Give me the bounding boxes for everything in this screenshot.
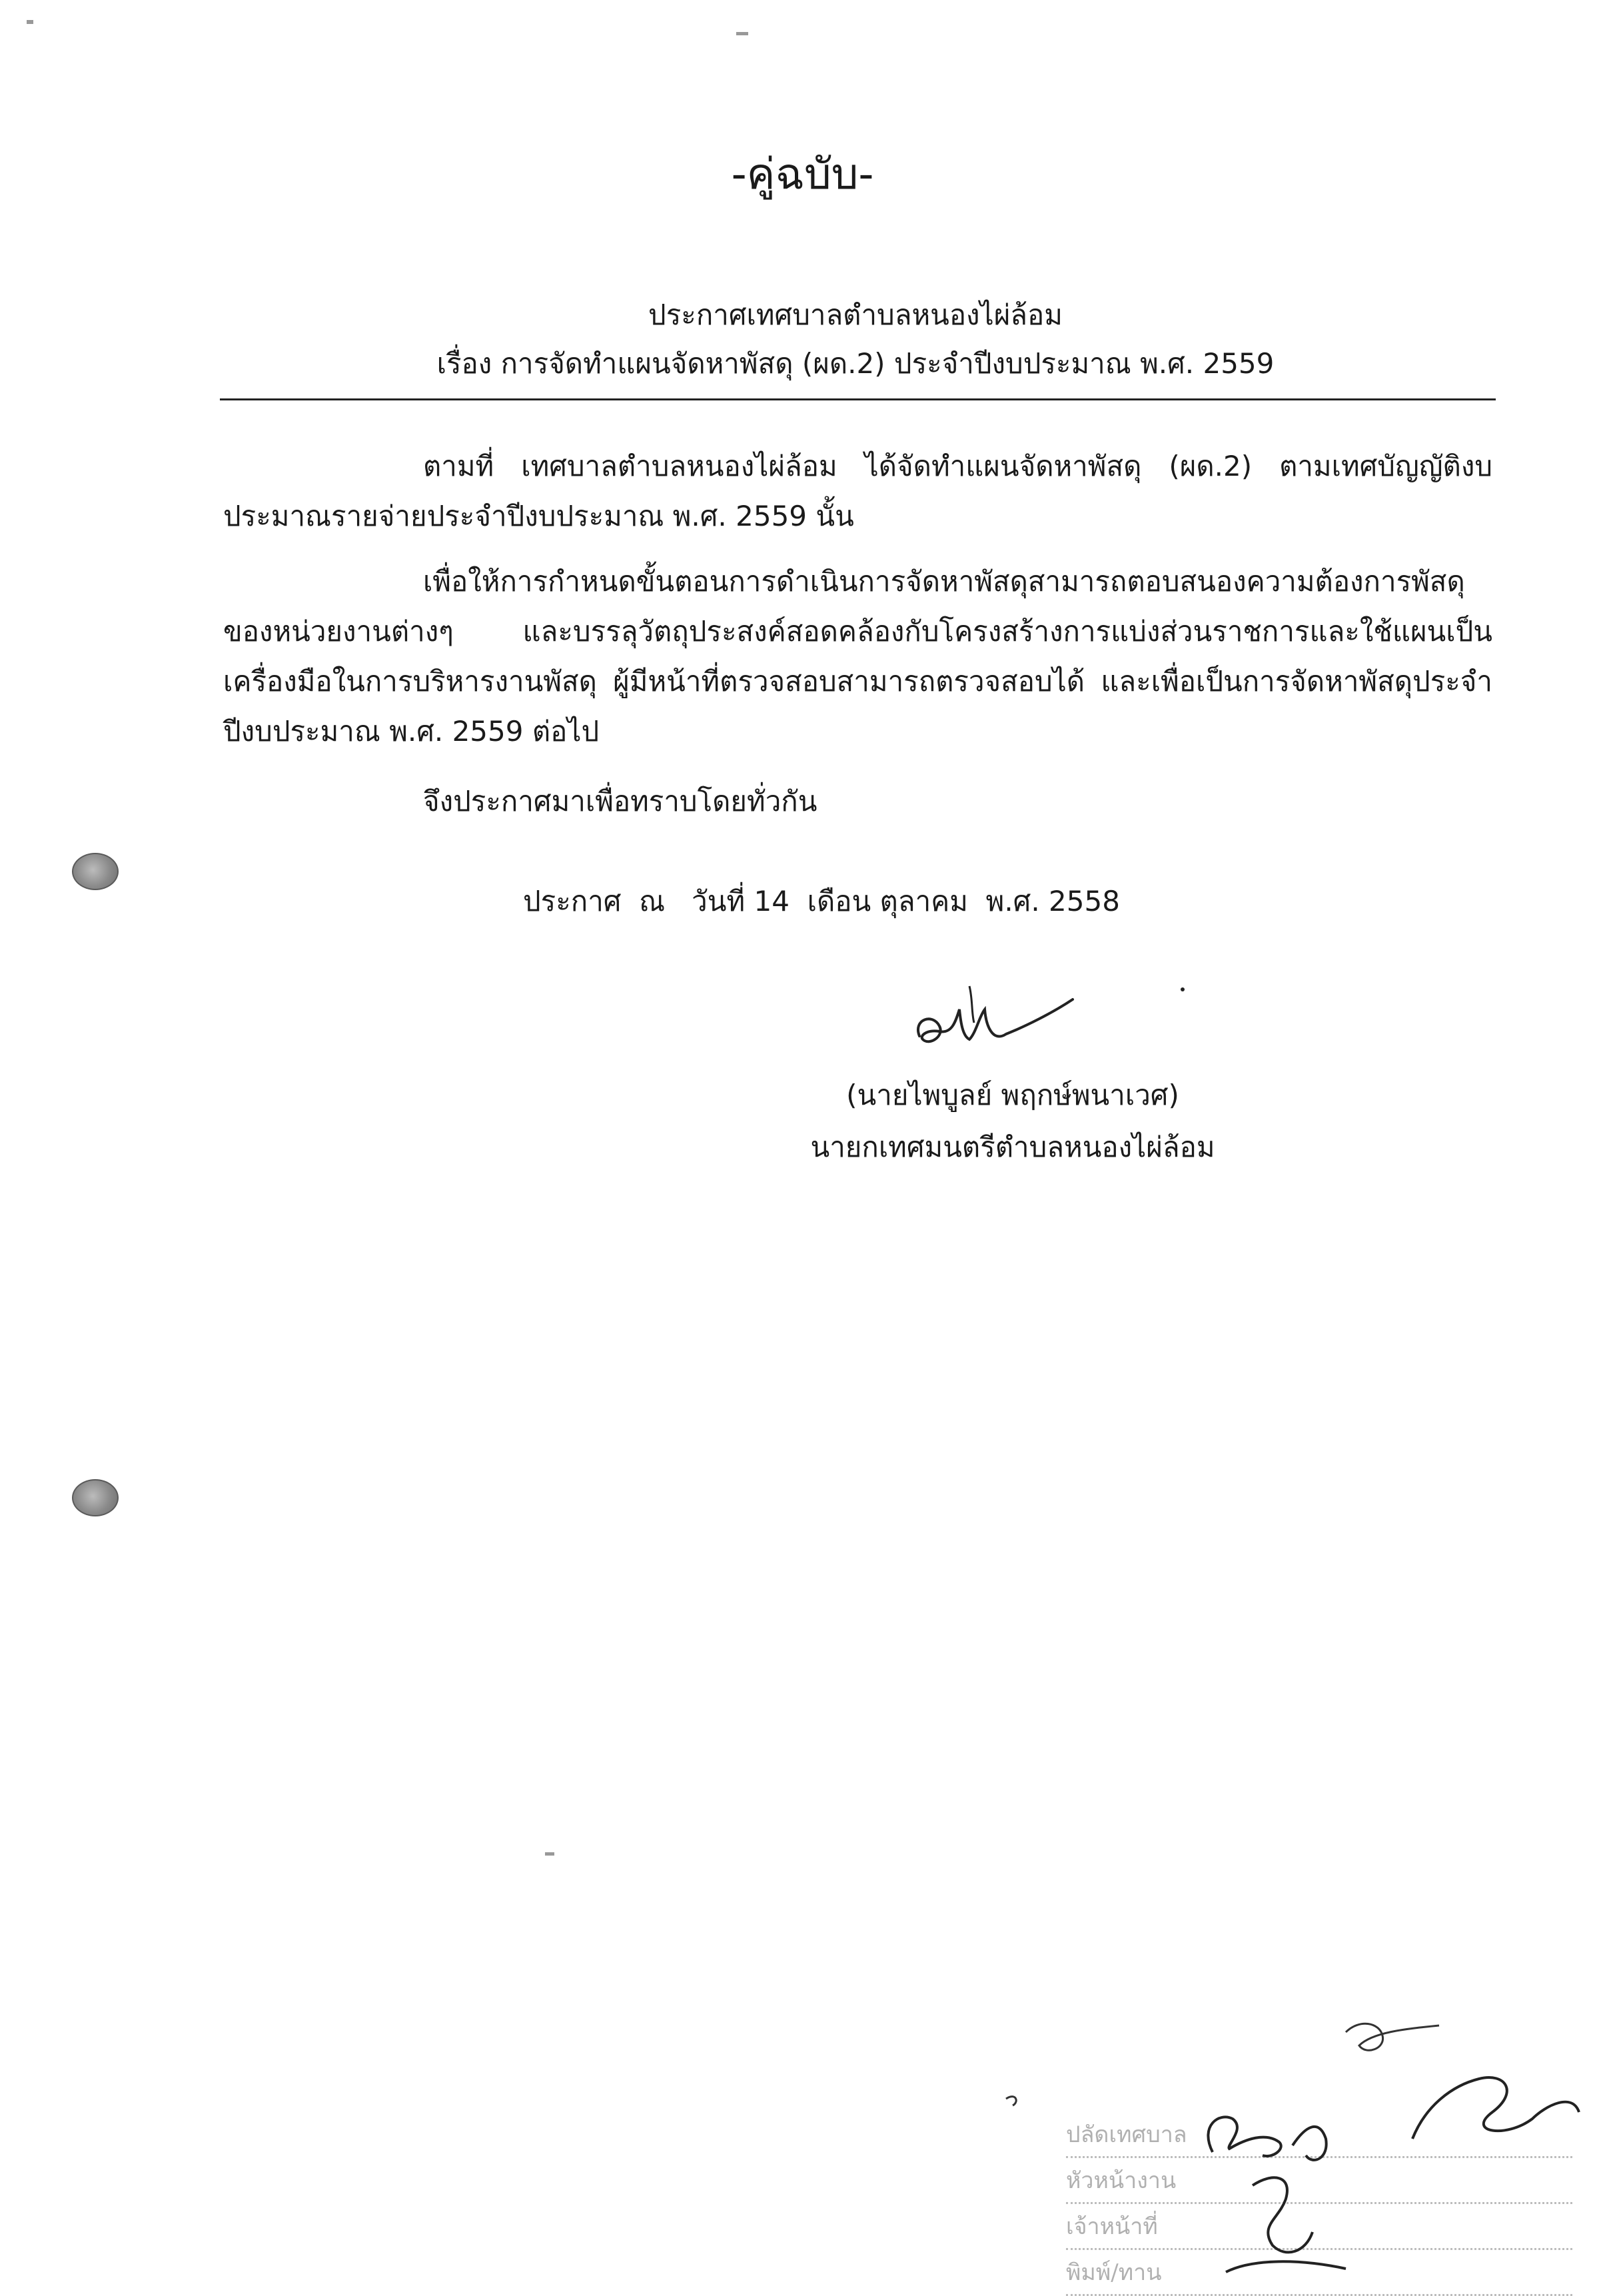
handwritten-initials xyxy=(999,2006,1599,2290)
copy-label: -คู่ฉบับ- xyxy=(731,150,874,199)
body-paragraph-2 xyxy=(223,556,1492,756)
scan-speck xyxy=(736,32,748,35)
punch-hole xyxy=(72,853,119,890)
issuer-line: ประกาศเทศบาลตำบลหนองไผ่ล้อม xyxy=(648,298,1063,331)
punch-hole xyxy=(72,1479,119,1516)
scan-speck xyxy=(27,20,33,24)
stamp-row-chief: ปลัดเทศบาล xyxy=(1066,2112,1572,2158)
stamp-row-typist: พิมพ์/ทาน xyxy=(1066,2250,1572,2296)
subject-line: เรื่อง การจัดทำแผนจัดหาพัสดุ (ผด.2) ประจำปีงบประมาณ พ.ศ. 2559 xyxy=(436,347,1275,380)
signature-block xyxy=(720,1069,1306,1173)
handwritten-signature xyxy=(893,973,1093,1073)
closing-statement: จึงประกาศมาเพื่อทราบโดยทั่วกัน xyxy=(423,785,817,818)
announcement-date: ประกาศ ณ วันที่ 14 เดือน ตุลาคม พ.ศ. 2558 xyxy=(523,885,1120,917)
scan-speck xyxy=(545,1852,554,1856)
header-divider xyxy=(220,398,1496,400)
signer-position: นายกเทศมนตรีตำบลหนองไผ่ล้อม xyxy=(810,1131,1215,1163)
signer-name: (นายไพบูลย์ พฤกษ์พนาเวศ) xyxy=(846,1079,1179,1111)
body-paragraph-1 xyxy=(223,441,1492,541)
ink-dot xyxy=(1181,987,1185,991)
paragraph-1-text: ตามที่ เทศบาลตำบลหนองไผ่ล้อม ได้จัดทำแผนจัดหาพัสดุ (ผด.2) ตามเทศบัญญัติงบประมาณรายจ่ายประจำปีงบประมาณ พ.ศ. 2559 นั้น xyxy=(223,450,1492,532)
paragraph-2-text: เพื่อให้การกำหนดขั้นตอนการดำเนินการจัดหาพัสดุสามารถตอบสนองความต้องการพัสดุของหน่วยงานต่างๆ และบรรลุวัตถุประสงค์สอดคล้องกับโครงสร้างการแบ่งส่วนราชการและใช้แผนเป็นเครื่องมือในการบริหารงานพัสดุ ผู้มีหน้าที่ตรวจสอบสามารถตรวจสอบได้ และเพื่อเป็นการจัดหาพัสดุประจำปีงบประมาณ พ.ศ. 2559 ต่อไป xyxy=(223,565,1492,748)
stamp-row-officer: เจ้าหน้าที่ xyxy=(1066,2204,1572,2250)
stamp-row-head: หัวหน้างาน xyxy=(1066,2158,1572,2204)
